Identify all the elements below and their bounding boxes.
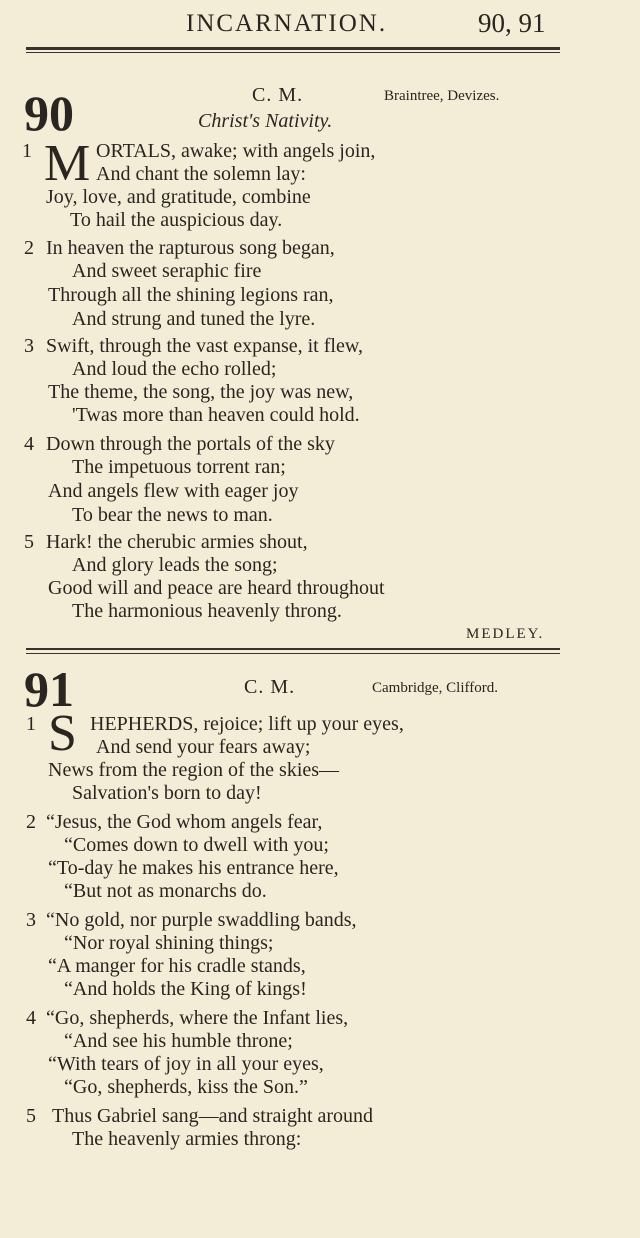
verse-line: “Go, shepherds, kiss the Son.”: [64, 1076, 308, 1098]
verse-line: The harmonious heavenly throng.: [72, 600, 342, 622]
verse-line: And sweet seraphic fire: [72, 260, 262, 282]
verse-line: The theme, the song, the joy was new,: [48, 381, 354, 403]
hymn-meter: C. M.: [252, 84, 304, 106]
verse-number: 4: [26, 1007, 36, 1029]
hymn-divider-thin: [26, 653, 560, 654]
hymn-number: 91: [24, 661, 74, 717]
hymn-tunes: Cambridge, Clifford.: [372, 680, 498, 696]
verse-line: In heaven the rapturous song began,: [46, 237, 335, 259]
hymn-author: MEDLEY.: [466, 626, 545, 642]
verse-line: And angels flew with eager joy: [48, 480, 299, 502]
verse-line: Joy, love, and gratitude, combine: [46, 186, 311, 208]
verse-line: To hail the auspicious day.: [70, 209, 283, 231]
verse-number: 2: [26, 811, 36, 833]
verse-line: To bear the news to man.: [72, 504, 273, 526]
running-title: INCARNATION.: [186, 10, 388, 37]
verse-number: 1: [22, 140, 32, 162]
verse-line: And loud the echo rolled;: [72, 358, 277, 380]
verse-line: And glory leads the song;: [72, 554, 278, 576]
verse-line: “To-day he makes his entrance here,: [48, 857, 339, 879]
verse-line: ORTALS, awake; with angels join,: [96, 140, 376, 162]
verse-number: 3: [26, 909, 36, 931]
verse-line: HEPHERDS, rejoice; lift up your eyes,: [90, 713, 404, 735]
hymn-tunes: Braintree, Devizes.: [384, 88, 500, 104]
hymn-number: 90: [24, 85, 74, 141]
verse-number: 2: [24, 237, 34, 259]
verse-number: 3: [24, 335, 34, 357]
drop-cap: M: [44, 135, 91, 192]
verse-line: “But not as monarchs do.: [64, 880, 267, 902]
verse-line: “Nor royal shining things;: [64, 932, 274, 954]
verse-line: “And see his humble throne;: [64, 1030, 293, 1052]
verse-line: “A manger for his cradle stands,: [48, 955, 306, 977]
verse-line: News from the region of the skies—: [48, 759, 340, 781]
verse-line: And strung and tuned the lyre.: [72, 308, 316, 330]
verse-line: “Comes down to dwell with you;: [64, 834, 329, 856]
drop-cap: S: [48, 705, 77, 762]
verse-line: “Jesus, the God whom angels fear,: [46, 811, 323, 833]
verse-line: And send your fears away;: [96, 736, 311, 758]
verse-line: 'Twas more than heaven could hold.: [72, 404, 360, 426]
header-rule-thick: [26, 47, 560, 50]
verse-line: The impetuous torrent ran;: [72, 456, 286, 478]
verse-line: “No gold, nor purple swaddling bands,: [46, 909, 357, 931]
verse-line: “And holds the King of kings!: [64, 978, 307, 1000]
verse-line: And chant the solemn lay:: [96, 163, 306, 185]
verse-number: 1: [26, 713, 36, 735]
verse-number: 5: [26, 1105, 36, 1127]
verse-line: Good will and peace are heard throughout: [48, 577, 385, 599]
hymn-divider-thick: [26, 648, 560, 650]
verse-number: 4: [24, 433, 34, 455]
verse-line: Hark! the cherubic armies shout,: [46, 531, 308, 553]
verse-line: Down through the portals of the sky: [46, 433, 335, 455]
verse-line: Salvation's born to day!: [72, 782, 262, 804]
verse-line: “Go, shepherds, where the Infant lies,: [46, 1007, 349, 1029]
verse-number: 5: [24, 531, 34, 553]
verse-line: Thus Gabriel sang—and straight around: [52, 1105, 374, 1127]
page-numbers: 90, 91: [478, 8, 546, 38]
verse-line: The heavenly armies throng:: [72, 1128, 302, 1150]
verse-line: “With tears of joy in all your eyes,: [48, 1053, 324, 1075]
header-rule-thin: [26, 52, 560, 53]
hymn-subtitle: Christ's Nativity.: [198, 110, 333, 132]
verse-line: Through all the shining legions ran,: [48, 284, 334, 306]
hymn-meter: C. M.: [244, 676, 296, 698]
verse-line: Swift, through the vast expanse, it flew,: [46, 335, 363, 357]
